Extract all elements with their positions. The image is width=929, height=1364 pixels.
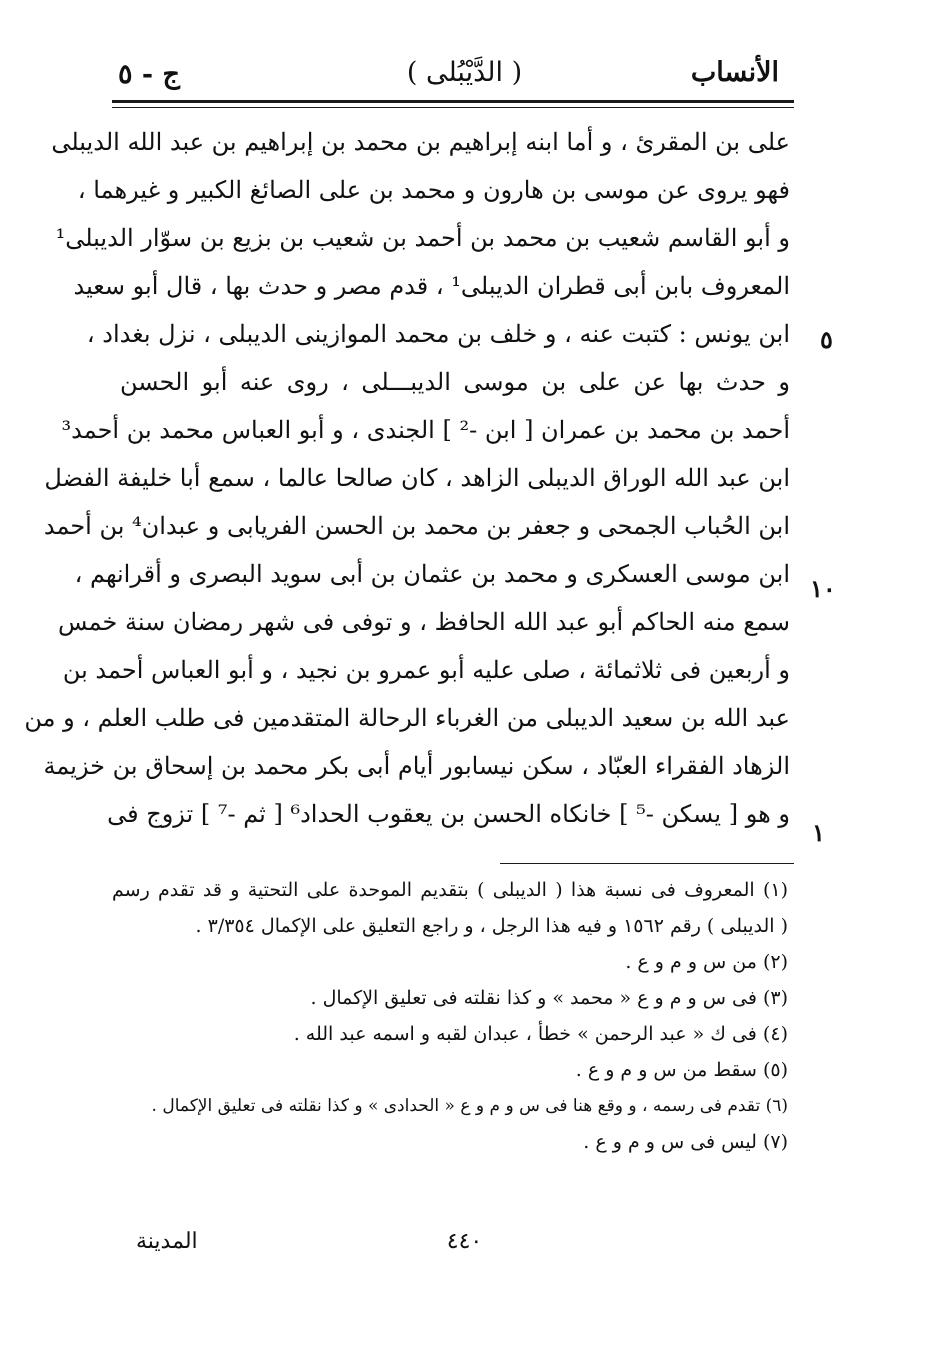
main-text — [24, 118, 790, 838]
text-line: سمع منه الحاكم أبو عبد الله الحافظ ، و توفى فى شهر رمضان سنة خمس — [58, 608, 790, 636]
footnote: ( الديبلى ) رقم ١٥٦٢ و فيه هذا الرجل ، و راجع التعليق على الإكمال ٣/٣٥٤ . — [195, 915, 788, 937]
running-head-book-title: الأنساب — [690, 57, 779, 88]
footnote: (٣) فى س و م و ع « محمد » و كذا نقلته فى تعليق الإكمال . — [310, 987, 788, 1009]
footnote: (٥) سقط من س و م و ع . — [575, 1059, 788, 1081]
text-line: الزهاد الفقراء العبّاد ، سكن نيسابور أيام أبى بكر محمد بن إسحاق بن خزيمة — [43, 752, 790, 780]
running-head-entry-title: ( الدَّيْبُلى ) — [406, 57, 523, 88]
line-number-5: ٥ — [820, 325, 833, 354]
text-line: و حدث بها عن على بن موسى الديبـــلى ، روى عنه أبو الحسن — [120, 368, 790, 396]
text-line: على بن المقرئ ، و أما ابنه إبراهيم بن محمد بن إبراهيم بن عبد الله الديبلى — [51, 128, 790, 156]
footnotes — [112, 872, 788, 1160]
text-line: ابن الحُباب الجمحى و جعفر بن محمد بن الحسن الفريابى و عبدان⁴ بن أحمد — [43, 512, 790, 540]
footnote: (٢) من س و م و ع . — [625, 951, 788, 973]
header-rule-thin — [112, 107, 794, 108]
text-line: و أربعين فى ثلاثمائة ، صلى عليه أبو عمرو بن نجيد ، و أبو العباس أحمد بن — [62, 656, 790, 684]
printing-city: المدينة — [136, 1229, 198, 1254]
footnote-separator — [500, 863, 794, 864]
page-number: ٤٤٠ — [446, 1229, 483, 1254]
footnote: (٦) تقدم فى رسمه ، و وقع هنا فى س و م و ع « الحدادى » و كذا نقلته فى تعليق الإكمال . — [151, 1096, 788, 1116]
text-line: ابن موسى العسكرى و محمد بن عثمان بن أبى سويد البصرى و أقرانهم ، — [74, 560, 790, 588]
text-line: و أبو القاسم شعيب بن محمد بن أحمد بن شعيب بن بزيع بن سوّار الديبلى¹ — [55, 224, 790, 252]
text-line: ابن يونس : كتبت عنه ، و خلف بن محمد الموازينى الديبلى ، نزل بغداد ، — [86, 320, 790, 348]
footnote: (٤) فى ك « عبد الرحمن » خطأ ، عبدان لقبه و اسمه عبد الله . — [293, 1023, 788, 1045]
running-head-volume: ج - ٥ — [118, 59, 180, 90]
text-line: ابن عبد الله الوراق الديبلى الزاهد ، كان صالحا عالما ، سمع أبا خليفة الفضل — [44, 464, 790, 492]
line-number-10: ١٠ — [810, 574, 836, 603]
header-rule-thick — [112, 100, 794, 103]
footnote: (٧) ليس فى س و م و ع . — [583, 1131, 788, 1153]
text-line: فهو يروى عن موسى بن هارون و محمد بن على الصائغ الكبير و غيرهما ، — [77, 176, 790, 204]
text-line: أحمد بن محمد بن عمران [ ابن -² ] الجندى ، و أبو العباس محمد بن أحمد³ — [61, 416, 790, 444]
line-number-15: ١ — [812, 818, 825, 847]
footnote: (١) المعروف فى نسبة هذا ( الديبلى ) بتقديم الموحدة على التحتية و قد تقدم رسم — [112, 879, 788, 901]
text-line: عبد الله بن سعيد الديبلى من الغرباء الرحالة المتقدمين فى طلب العلم ، و من — [24, 704, 790, 732]
text-line: المعروف بابن أبى قطران الديبلى¹ ، قدم مصر و حدث بها ، قال أبو سعيد — [73, 272, 790, 300]
text-line: و هو [ يسكن -⁵ ] خانكاه الحسن بن يعقوب الحداد⁶ [ ثم -⁷ ] تزوج فى — [107, 800, 790, 828]
